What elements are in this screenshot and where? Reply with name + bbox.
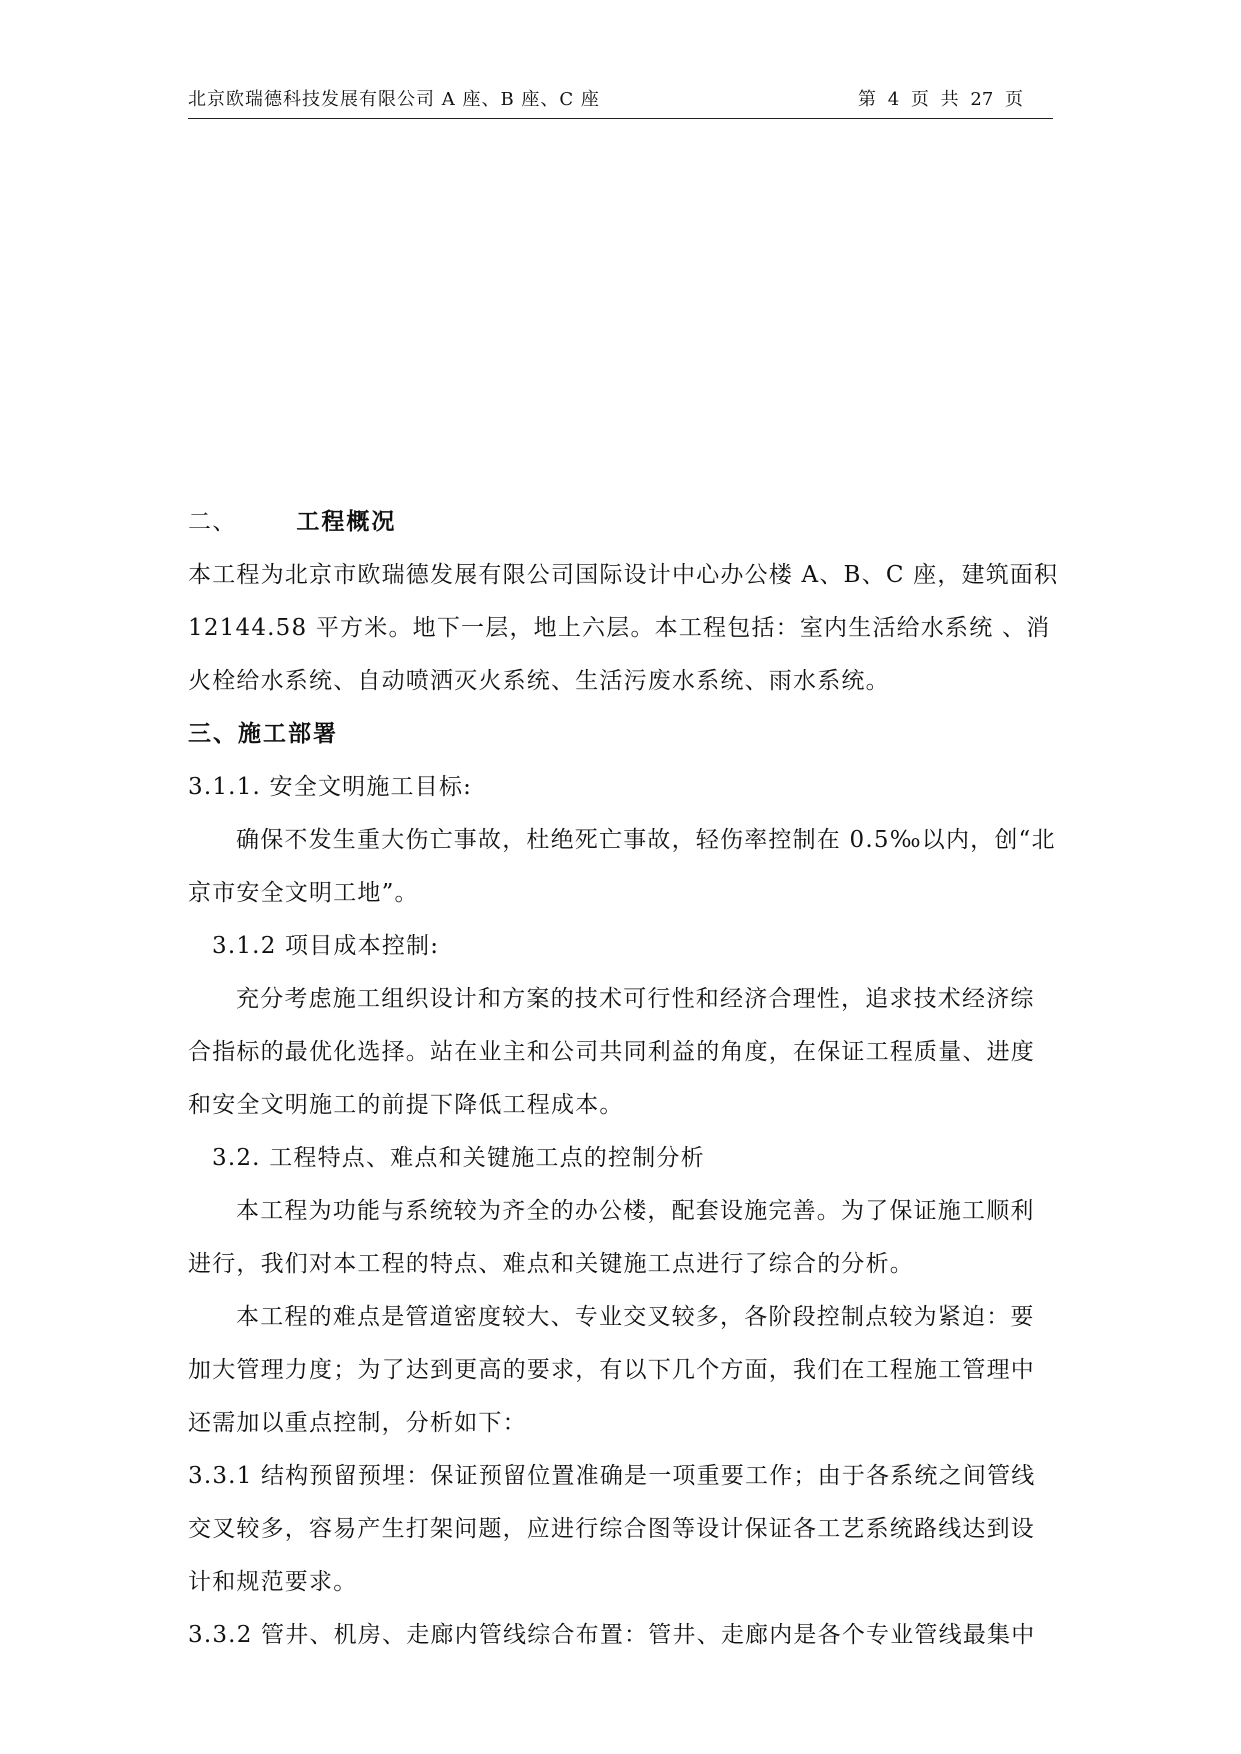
header-document-title: 北京欧瑞德科技发展有限公司 A 座、B 座、C 座: [188, 89, 600, 110]
header-page-number: 第 4 页 共 27 页: [858, 89, 1023, 110]
subsection-3-3-1-line: 3.3.1 结构预留预埋：保证预留位置准确是一项重要工作；由于各系统之间管线: [188, 1463, 1036, 1489]
section-2-number: 二、: [188, 509, 237, 535]
paragraph-line: 充分考虑施工组织设计和方案的技术可行性和经济合理性，追求技术经济综: [236, 986, 1035, 1012]
paragraph-line: 京市安全文明工地”。: [188, 880, 419, 906]
section-2-heading: [188, 496, 1068, 549]
section-2-title: 工程概况: [296, 509, 397, 535]
subsection-3-1-1-title: 3.1.1. 安全文明施工目标:: [188, 774, 473, 800]
paragraph-line: 合指标的最优化选择。站在业主和公司共同利益的角度，在保证工程质量、进度: [188, 1039, 1035, 1065]
paragraph-line: 本工程为功能与系统较为齐全的办公楼，配套设施完善。为了保证施工顺利: [236, 1198, 1035, 1224]
paragraph-line: 本工程为北京市欧瑞德发展有限公司国际设计中心办公楼 A、B、C 座，建筑面积: [188, 562, 1059, 588]
paragraph-line: 还需加以重点控制，分析如下：: [188, 1410, 527, 1436]
subsection-3-1-2-title: 3.1.2 项目成本控制:: [212, 933, 440, 959]
paragraph-line: 确保不发生重大伤亡事故，杜绝死亡事故，轻伤率控制在 0.5‰以内，创“北: [236, 827, 1056, 853]
subsection-3-3-2-line: 3.3.2 管井、机房、走廊内管线综合布置：管井、走廊内是各个专业管线最集中: [188, 1622, 1036, 1648]
document-body: [188, 496, 1068, 1662]
paragraph-line: 和安全文明施工的前提下降低工程成本。: [188, 1092, 624, 1118]
page-header: [188, 88, 1053, 119]
paragraph-line: 计和规范要求。: [188, 1569, 358, 1595]
paragraph-line: 火栓给水系统、自动喷洒灭火系统、生活污废水系统、雨水系统。: [188, 668, 890, 694]
paragraph-line: 进行，我们对本工程的特点、难点和关键施工点进行了综合的分析。: [188, 1251, 914, 1277]
subsection-3-2-title: 3.2. 工程特点、难点和关键施工点的控制分析: [212, 1145, 705, 1171]
paragraph-line: 交叉较多，容易产生打架问题，应进行综合图等设计保证各工艺系统路线达到设: [188, 1516, 1035, 1542]
paragraph-line: 加大管理力度；为了达到更高的要求，有以下几个方面，我们在工程施工管理中: [188, 1357, 1035, 1383]
paragraph-line: 12144.58 平方米。地下一层，地上六层。本工程包括：室内生活给水系统 、消: [188, 615, 1051, 641]
paragraph-line: 本工程的难点是管道密度较大、专业交叉较多，各阶段控制点较为紧迫：要: [236, 1304, 1035, 1330]
section-3-title: 三、施工部署: [188, 721, 338, 747]
